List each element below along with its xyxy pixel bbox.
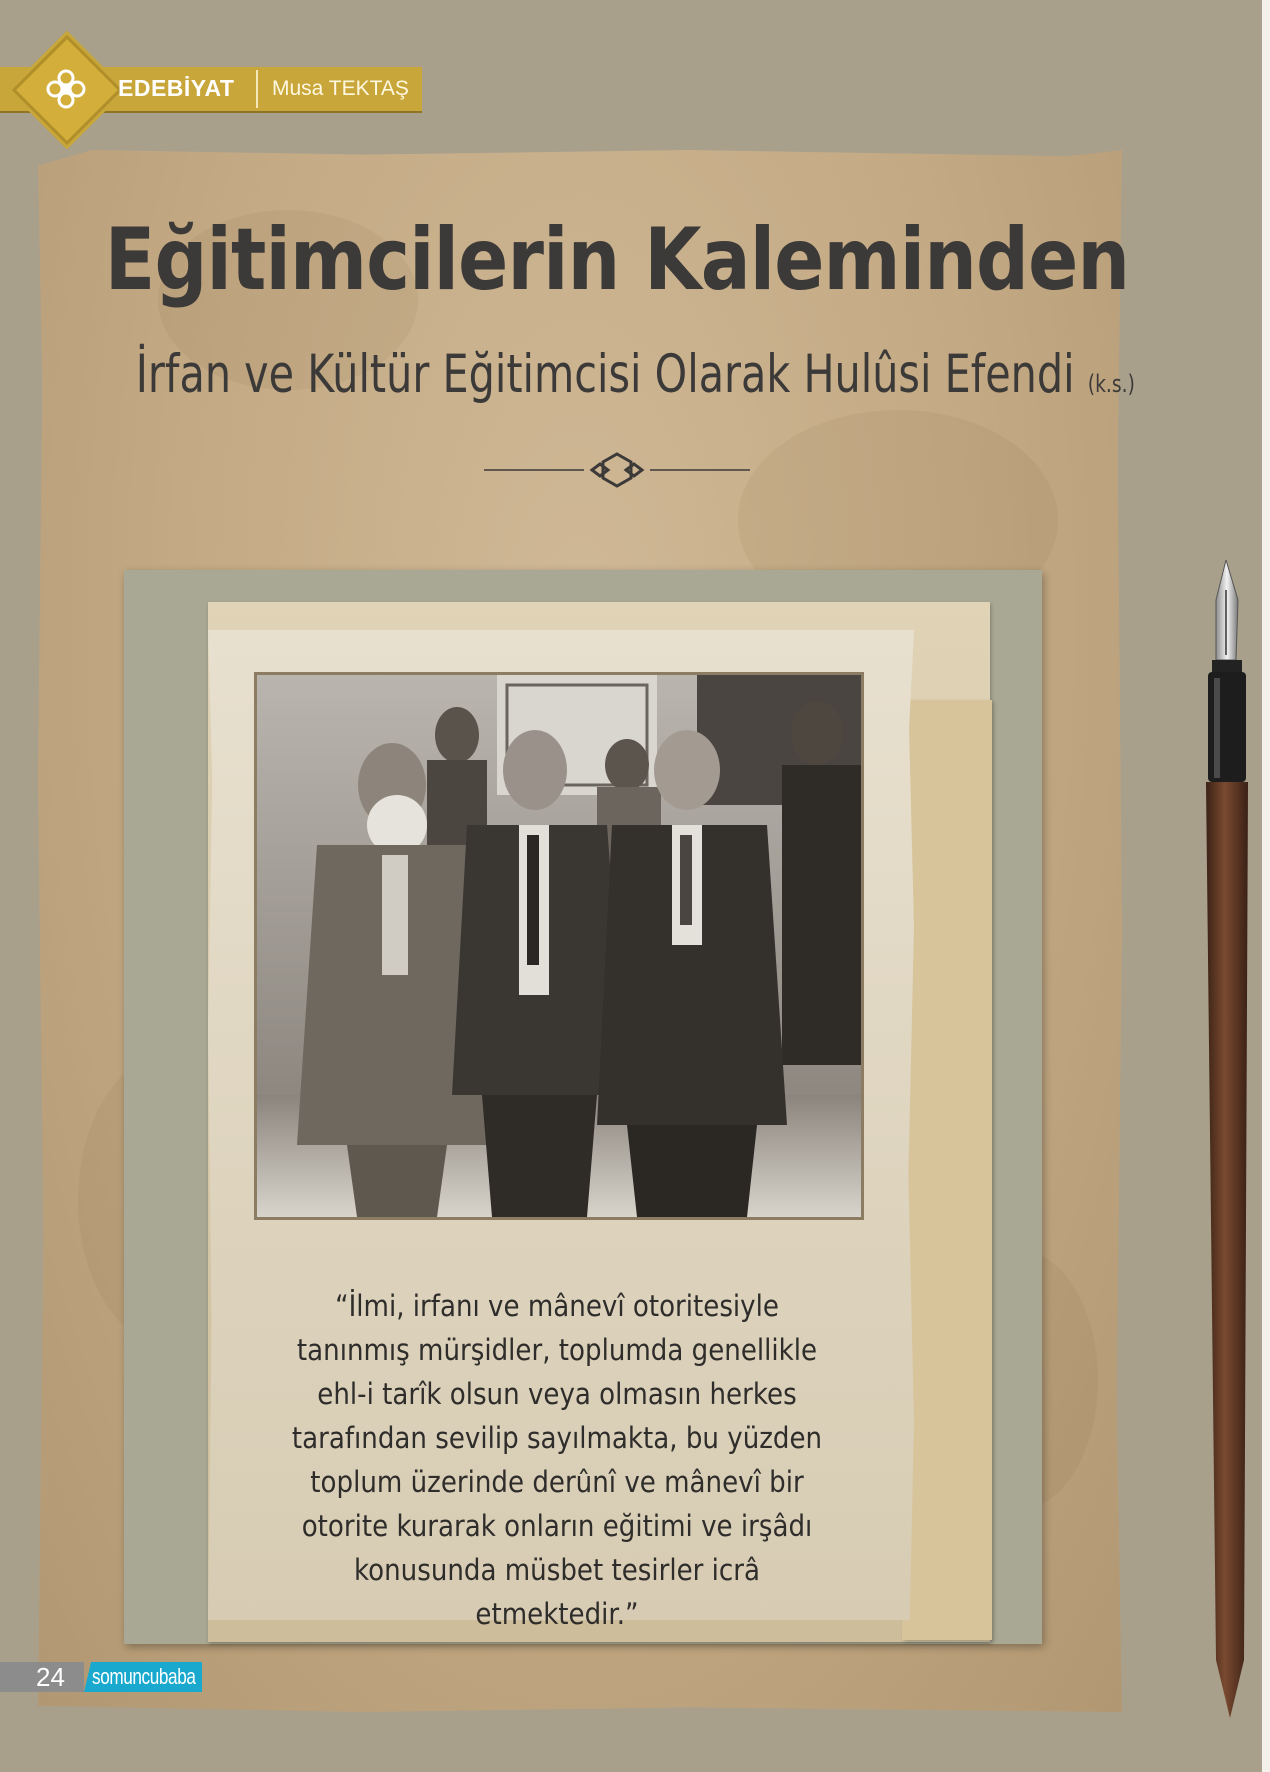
- article-quote: “İlmi, irfanı ve mânevî otoritesiyle tanınmış mürşidler, toplumda genellikle ehl-i tarîk olsun veya olmasın herkes tarafından sevilip sayılmakta, bu yüzden toplum üzerinde derûnî ve mânevî bir otorite kurarak onların eğitimi ve irşâdı konusunda müsbet tesirler icrâ etmektedir.”: [291, 1289, 823, 1631]
- article-subtitle: [135, 344, 1135, 405]
- archival-photo-group-of-men: [257, 675, 861, 1217]
- article-subtitle-suffix: (k.s.): [1087, 370, 1135, 398]
- photo-frame-layer: [902, 700, 992, 1640]
- divider-ornament-icon: [484, 448, 750, 492]
- author-name: Musa TEKTAŞ: [272, 77, 409, 100]
- page-number: 24: [36, 1662, 65, 1692]
- article-title: Eğitimcilerin Kaleminden: [104, 210, 1130, 310]
- floral-ornament-icon: [42, 65, 90, 113]
- archival-photo: [254, 672, 864, 1220]
- magazine-brand: somuncubaba: [92, 1664, 196, 1689]
- fountain-pen-icon: [1186, 560, 1258, 1720]
- article-subtitle-text: İrfan ve Kültür Eğitimcisi Olarak Hulûsi Efendi: [135, 344, 1075, 405]
- page-edge: [1262, 0, 1270, 1772]
- header-divider: [256, 70, 258, 108]
- section-label: EDEBİYAT: [118, 75, 235, 101]
